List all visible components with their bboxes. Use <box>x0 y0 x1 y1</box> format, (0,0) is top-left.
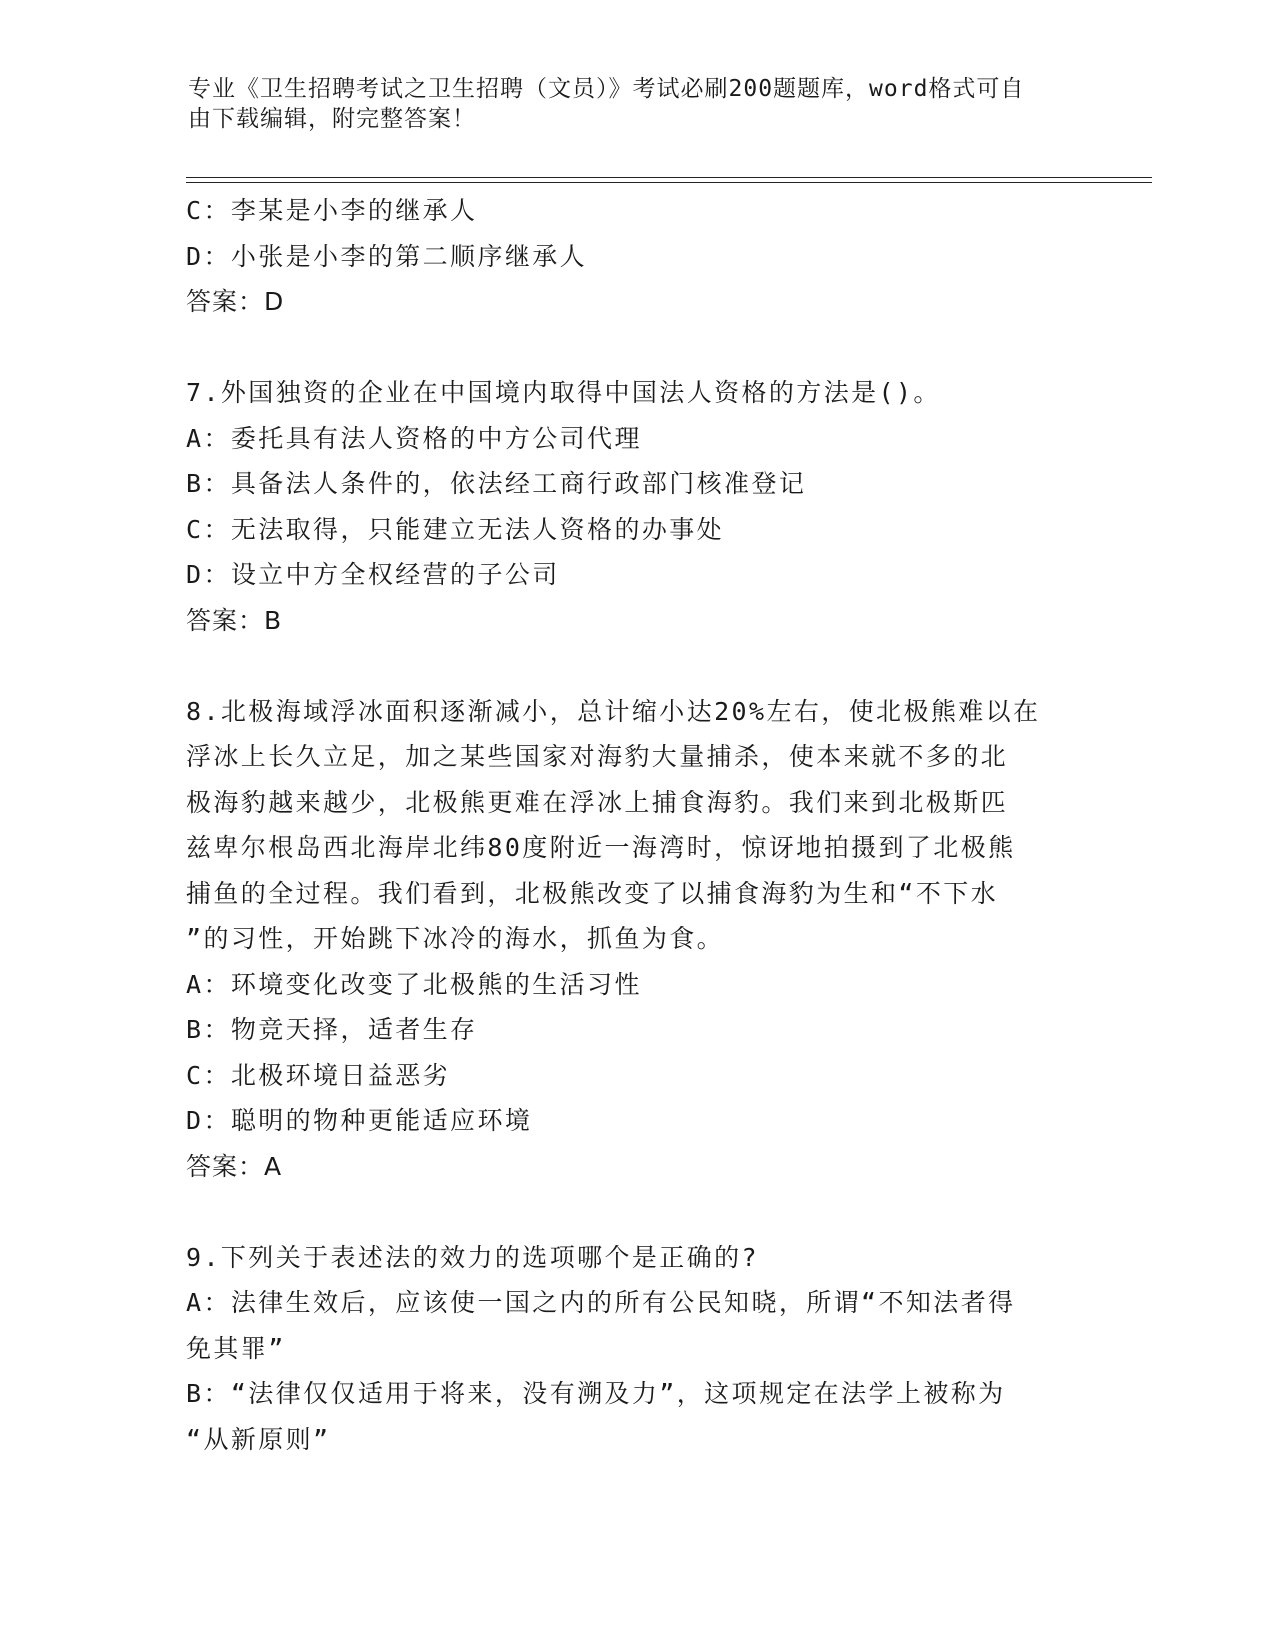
document-header <box>188 74 1088 134</box>
option-d: D：小张是小李的第二顺序继承人 <box>186 241 588 271</box>
question-8 <box>186 689 1086 1190</box>
answer: 答案：A <box>186 1151 283 1181</box>
header-title-line-1: 专业《卫生招聘考试之卫生招聘（文员）》考试必刷200题题库，word格式可自 <box>188 76 1025 102</box>
option-b: B：物竞天择，适者生存 <box>186 1015 478 1044</box>
option-a: A：法律生效后，应该使一国之内的所有公民知晓，所谓“不知法者得 <box>186 1288 1016 1317</box>
question-stem-line: ”的习性，开始跳下冰冷的海水，抓鱼为食。 <box>186 924 725 953</box>
header-title-line-2: 由下载编辑，附完整答案！ <box>188 106 476 132</box>
question-stem-line: 捕鱼的全过程。我们看到，北极熊改变了以捕食海豹为生和“不下水 <box>186 878 999 908</box>
spacer <box>186 325 1086 371</box>
answer: 答案：D <box>186 287 285 316</box>
option-c: C：北极环境日益恶劣 <box>186 1060 451 1090</box>
question-6-tail <box>186 188 1086 325</box>
header-divider-top <box>186 177 1152 178</box>
question-7 <box>186 370 1086 643</box>
option-a: A：委托具有法人资格的中方公司代理 <box>186 423 642 453</box>
option-d: D：聪明的物种更能适应环境 <box>186 1106 533 1135</box>
spacer <box>186 1189 1086 1235</box>
question-stem-line: 8.北极海域浮冰面积逐渐减小，总计缩小达20%左右，使北极熊难以在 <box>186 696 1041 726</box>
option-a-continued: 免其罪” <box>186 1333 286 1363</box>
question-stem-line: 兹卑尔根岛西北海岸北纬80度附近一海湾时，惊讶地拍摄到了北极熊 <box>186 833 1016 862</box>
question-list <box>186 188 1086 1462</box>
option-b: B：具备法人条件的，依法经工商行政部门核准登记 <box>186 469 807 498</box>
spacer <box>186 643 1086 689</box>
question-stem: 9.下列关于表述法的效力的选项哪个是正确的? <box>186 1242 759 1272</box>
option-b-continued: “从新原则” <box>186 1424 331 1454</box>
header-divider-bottom <box>186 182 1152 183</box>
question-9 <box>186 1235 1086 1463</box>
option-d: D：设立中方全权经营的子公司 <box>186 560 560 589</box>
question-stem-line: 浮冰上长久立足，加之某些国家对海豹大量捕杀，使本来就不多的北 <box>186 742 1009 771</box>
option-c: C：无法取得，只能建立无法人资格的办事处 <box>186 514 725 544</box>
question-stem-line: 极海豹越来越少，北极熊更难在浮冰上捕食海豹。我们来到北极斯匹 <box>186 787 1009 817</box>
option-a: A：环境变化改变了北极熊的生活习性 <box>186 969 642 999</box>
option-c: C：李某是小李的继承人 <box>186 196 478 225</box>
question-stem: 7.外国独资的企业在中国境内取得中国法人资格的方法是()。 <box>186 378 941 407</box>
option-b: B：“法律仅仅适用于将来，没有溯及力”，这项规定在法学上被称为 <box>186 1379 1006 1408</box>
answer: 答案：B <box>186 605 283 635</box>
